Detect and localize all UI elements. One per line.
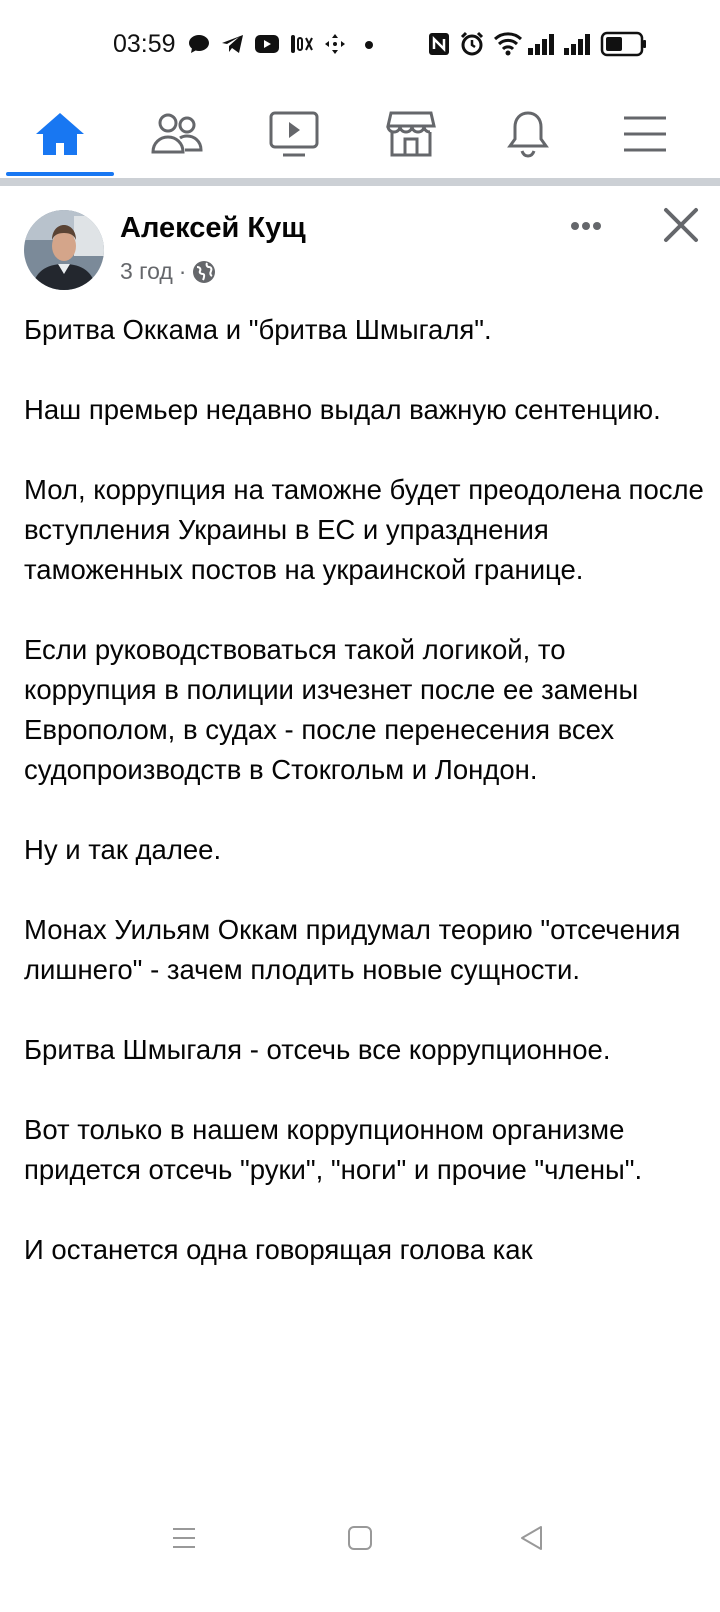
tab-home[interactable]	[0, 88, 120, 180]
post-paragraph: Если руководствоваться такой логикой, то коррупция в полиции изчезнет после ее замены Европолом, в судах - после перенесения всех судопроизводств в Стокгольм и Лондон.	[24, 634, 639, 785]
message-bubble-icon	[188, 34, 210, 54]
post-paragraph: Мол, коррупция на таможне будет преодолена после вступления Украины в ЕС и упразднения таможенных постов на украинской границе.	[24, 474, 704, 585]
youtube-icon	[254, 34, 280, 54]
status-bar	[0, 0, 720, 88]
post-paragraph: И останется одна говорящая голова как	[24, 1234, 533, 1265]
close-button[interactable]	[660, 204, 702, 246]
post-paragraph: Бритва Оккама и "бритва Шмыгаля".	[24, 314, 492, 345]
battery-icon	[600, 31, 648, 57]
signal-icon	[527, 32, 557, 56]
post-paragraph: Монах Уильям Оккам придумал теорию "отсечения лишнего" - зачем плодить новые сущности.	[24, 914, 681, 985]
video-icon	[269, 111, 319, 157]
tab-friends[interactable]	[117, 88, 237, 180]
close-icon	[660, 204, 702, 246]
post-text	[24, 310, 704, 1488]
hamburger-menu-icon	[622, 115, 668, 153]
post-author-name[interactable]: Алексей Кущ	[120, 212, 306, 244]
move-icon	[323, 32, 347, 56]
active-tab-indicator	[6, 172, 114, 176]
post-time[interactable]: 3 год	[120, 258, 173, 284]
more-dots-icon	[566, 206, 616, 246]
post-meta	[120, 258, 216, 285]
post-paragraph: Бритва Шмыгаля - отсечь все коррупционное.	[24, 1034, 611, 1065]
audio-icon	[288, 32, 314, 56]
friends-icon	[150, 112, 204, 156]
tab-menu[interactable]	[585, 88, 705, 180]
back-triangle-icon	[519, 1525, 545, 1551]
dot-icon	[364, 40, 374, 50]
tab-marketplace[interactable]	[351, 88, 471, 180]
meta-separator: ·	[178, 258, 187, 284]
tab-watch[interactable]	[234, 88, 354, 180]
avatar[interactable]	[24, 210, 104, 290]
bell-icon	[506, 109, 550, 159]
tab-notifications[interactable]	[468, 88, 588, 180]
menu-lines-icon	[171, 1525, 197, 1551]
post-paragraph: Наш премьер недавно выдал важную сентенцию.	[24, 394, 661, 425]
nfc-icon	[428, 32, 450, 56]
avatar-photo	[24, 210, 104, 290]
system-navigation-bar	[0, 1488, 720, 1612]
back-button[interactable]	[502, 1518, 562, 1558]
home-square-icon	[347, 1525, 373, 1551]
marketplace-icon	[386, 111, 436, 157]
post-header	[0, 186, 720, 306]
divider	[0, 178, 720, 186]
signal-icon	[563, 32, 593, 56]
globe-icon	[192, 260, 216, 284]
wifi-icon	[493, 30, 523, 56]
post-paragraph: Вот только в нашем коррупционном организме придется отсечь "руки", "ноги" и прочие "члены".	[24, 1114, 643, 1185]
home-button[interactable]	[330, 1518, 390, 1558]
status-time: 03:59	[113, 30, 176, 58]
more-options-button[interactable]	[566, 206, 616, 246]
alarm-icon	[459, 31, 485, 57]
post-paragraph: Ну и так далее.	[24, 834, 222, 865]
top-navigation	[0, 88, 720, 180]
recent-apps-button[interactable]	[154, 1518, 214, 1558]
telegram-icon	[221, 34, 245, 54]
home-icon	[34, 111, 86, 157]
